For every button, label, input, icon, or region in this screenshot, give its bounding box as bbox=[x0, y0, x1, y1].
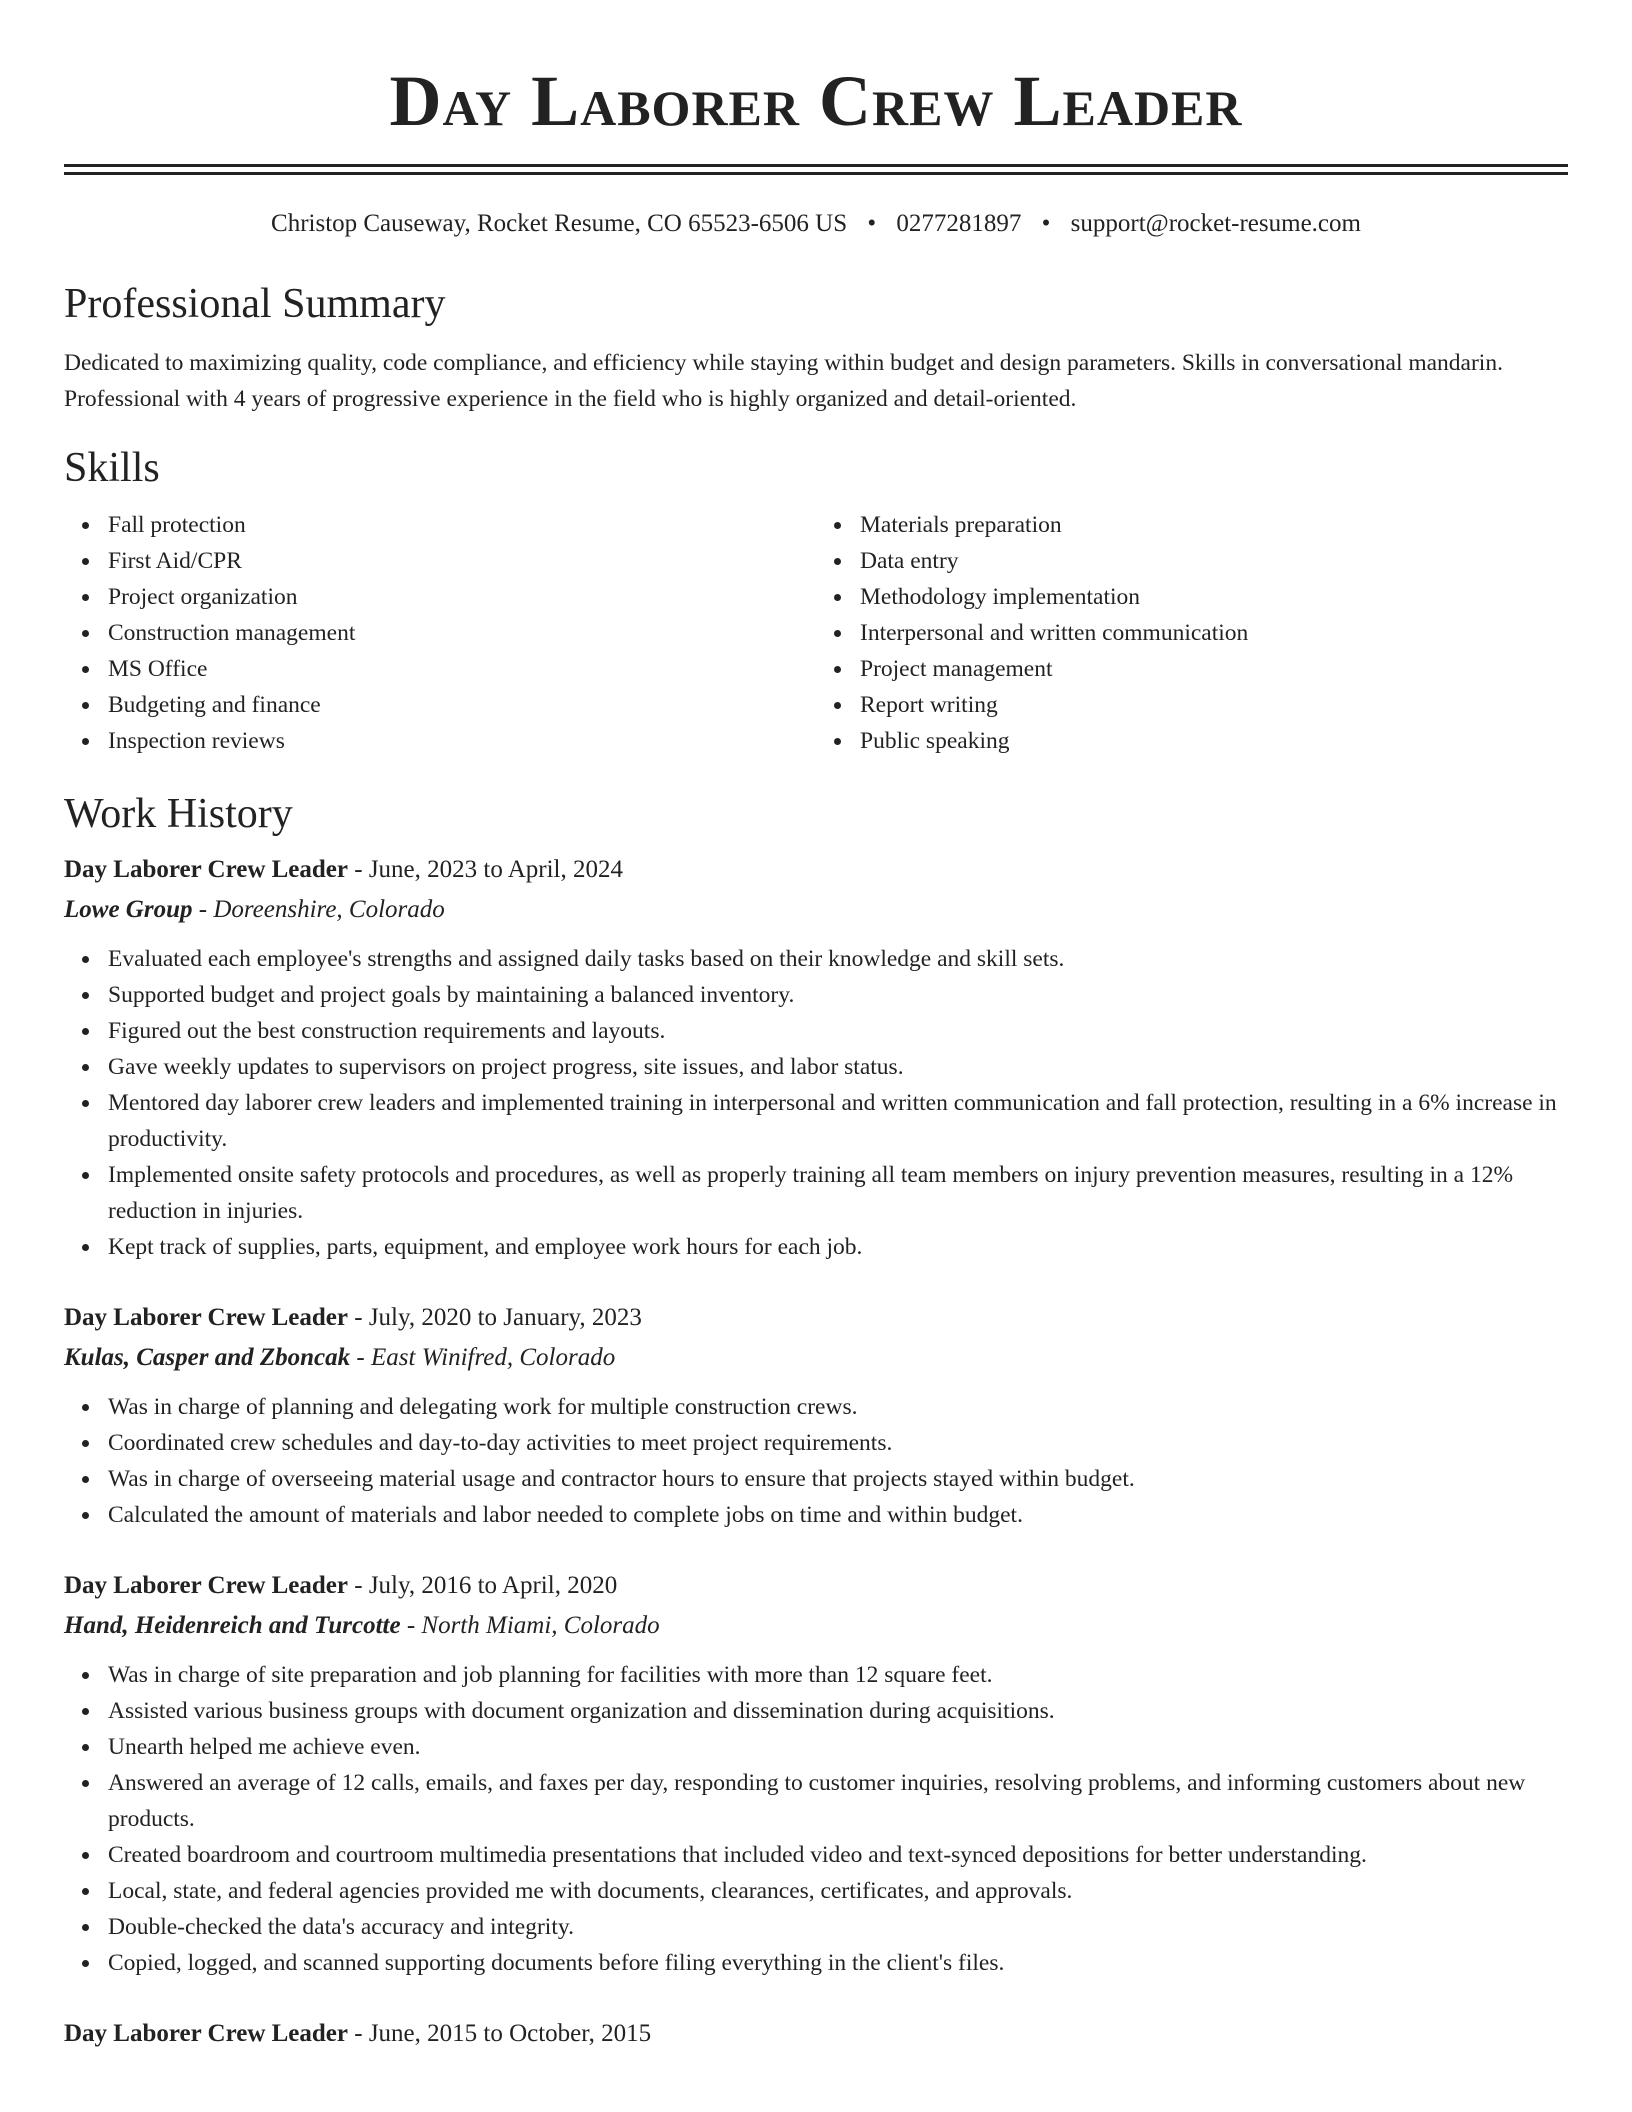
job-dates: June, 2015 to October, 2015 bbox=[368, 2020, 652, 2047]
job-bullet: Was in charge of planning and delegating work for multiple construction crews. bbox=[108, 1389, 1568, 1425]
skills-column-right bbox=[816, 507, 1568, 759]
skill-item: Inspection reviews bbox=[108, 723, 816, 759]
skill-item: Interpersonal and written communication bbox=[860, 615, 1568, 651]
job-title: Day Laborer Crew Leader bbox=[64, 856, 348, 883]
skill-item: MS Office bbox=[108, 651, 816, 687]
job-bullet: Was in charge of overseeing material usage and contractor hours to ensure that projects stayed within budget. bbox=[108, 1461, 1568, 1497]
summary-text: Dedicated to maximizing quality, code compliance, and efficiency while staying within budget and design parameters. Skills in conversational mandarin. Professional with 4 years of progressive experience in the field who is highly organized and detail-oriented. bbox=[64, 350, 1503, 412]
contact-line bbox=[64, 209, 1568, 239]
job-bullet: Local, state, and federal agencies provided me with documents, clearances, certificates, and approvals. bbox=[108, 1873, 1568, 1909]
contact-address: Christop Causeway, Rocket Resume, CO 65523-6506 US bbox=[271, 210, 848, 237]
summary-heading: Professional Summary bbox=[64, 281, 446, 327]
job-bullet: Supported budget and project goals by maintaining a balanced inventory. bbox=[108, 977, 1568, 1013]
job-header bbox=[64, 1303, 1568, 1333]
company-location: East Winifred, Colorado bbox=[371, 1344, 616, 1371]
company-location: Doreenshire, Colorado bbox=[213, 896, 445, 923]
job-bullet: Gave weekly updates to supervisors on project progress, site issues, and labor status. bbox=[108, 1049, 1568, 1085]
resume-name: Day Laborer Crew Leader bbox=[389, 61, 1243, 141]
job-dash: - bbox=[347, 856, 369, 883]
company-dash: - bbox=[350, 1344, 371, 1371]
job-entry bbox=[64, 1571, 1568, 1981]
company-name: Kulas, Casper and Zboncak bbox=[64, 1344, 351, 1371]
job-bullet: Calculated the amount of materials and labor needed to complete jobs on time and within budget. bbox=[108, 1497, 1568, 1533]
skill-item: Public speaking bbox=[860, 723, 1568, 759]
company-dash: - bbox=[400, 1612, 422, 1639]
job-dates: July, 2016 to April, 2020 bbox=[368, 1572, 618, 1599]
company-line bbox=[64, 895, 1568, 925]
job-dates: June, 2023 to April, 2024 bbox=[368, 856, 623, 883]
skill-item: Materials preparation bbox=[860, 507, 1568, 543]
job-bullet: Copied, logged, and scanned supporting documents before filing everything in the client's files. bbox=[108, 1945, 1568, 1981]
skills-grid bbox=[64, 507, 1568, 759]
skill-item: Methodology implementation bbox=[860, 579, 1568, 615]
job-header bbox=[64, 1571, 1568, 1601]
job-bullet: Coordinated crew schedules and day-to-day activities to meet project requirements. bbox=[108, 1425, 1568, 1461]
job-bullet: Assisted various business groups with document organization and dissemination during acquisitions. bbox=[108, 1693, 1568, 1729]
skill-item: Report writing bbox=[860, 687, 1568, 723]
skill-item: Project organization bbox=[108, 579, 816, 615]
job-dash: - bbox=[347, 2020, 369, 2047]
job-entry bbox=[64, 855, 1568, 1265]
skill-item: Fall protection bbox=[108, 507, 816, 543]
job-bullet: Answered an average of 12 calls, emails, and faxes per day, responding to customer inquiries, resolving problems, and informing customers about new products. bbox=[108, 1765, 1568, 1837]
job-bullet: Double-checked the data's accuracy and integrity. bbox=[108, 1909, 1568, 1945]
contact-email: support@rocket-resume.com bbox=[1070, 210, 1361, 237]
job-entry bbox=[64, 2019, 1568, 2049]
job-title: Day Laborer Crew Leader bbox=[64, 2020, 348, 2047]
contact-separator: • bbox=[867, 210, 877, 237]
job-bullet: Unearth helped me achieve even. bbox=[108, 1729, 1568, 1765]
job-bullet: Figured out the best construction requirements and layouts. bbox=[108, 1013, 1568, 1049]
skills-column-left bbox=[64, 507, 816, 759]
contact-separator: • bbox=[1041, 210, 1051, 237]
company-line bbox=[64, 1343, 1568, 1373]
company-dash: - bbox=[192, 896, 214, 923]
skill-item: Project management bbox=[860, 651, 1568, 687]
job-dash: - bbox=[347, 1572, 369, 1599]
job-bullets bbox=[64, 1657, 1568, 1981]
company-name: Hand, Heidenreich and Turcotte bbox=[64, 1612, 401, 1639]
contact-phone: 0277281897 bbox=[896, 210, 1022, 237]
skill-item: Construction management bbox=[108, 615, 816, 651]
job-bullet: Was in charge of site preparation and job planning for facilities with more than 12 square feet. bbox=[108, 1657, 1568, 1693]
work-history-list bbox=[64, 855, 1568, 2049]
job-dash: - bbox=[347, 1304, 369, 1331]
header-double-rule bbox=[64, 164, 1568, 175]
company-line bbox=[64, 1611, 1568, 1641]
job-bullet: Evaluated each employee's strengths and assigned daily tasks based on their knowledge and skill sets. bbox=[108, 941, 1568, 977]
company-name: Lowe Group bbox=[64, 896, 193, 923]
job-bullet: Created boardroom and courtroom multimedia presentations that included video and text-synced depositions for better understanding. bbox=[108, 1837, 1568, 1873]
skill-item: First Aid/CPR bbox=[108, 543, 816, 579]
job-title: Day Laborer Crew Leader bbox=[64, 1304, 348, 1331]
job-bullet: Implemented onsite safety protocols and procedures, as well as properly training all team members on injury prevention measures, resulting in a 12% reduction in injuries. bbox=[108, 1157, 1568, 1229]
job-header bbox=[64, 2019, 1568, 2049]
job-title: Day Laborer Crew Leader bbox=[64, 1572, 348, 1599]
job-dates: July, 2020 to January, 2023 bbox=[368, 1304, 642, 1331]
job-bullet: Mentored day laborer crew leaders and implemented training in interpersonal and written communication and fall protection, resulting in a 6% increase in productivity. bbox=[108, 1085, 1568, 1157]
company-location: North Miami, Colorado bbox=[421, 1612, 660, 1639]
job-header bbox=[64, 855, 1568, 885]
skills-heading: Skills bbox=[64, 445, 160, 491]
job-bullets bbox=[64, 1389, 1568, 1533]
job-bullet: Kept track of supplies, parts, equipment, and employee work hours for each job. bbox=[108, 1229, 1568, 1265]
skill-item: Data entry bbox=[860, 543, 1568, 579]
work-history-heading: Work History bbox=[64, 791, 293, 837]
job-entry bbox=[64, 1303, 1568, 1533]
job-bullets bbox=[64, 941, 1568, 1265]
skill-item: Budgeting and finance bbox=[108, 687, 816, 723]
